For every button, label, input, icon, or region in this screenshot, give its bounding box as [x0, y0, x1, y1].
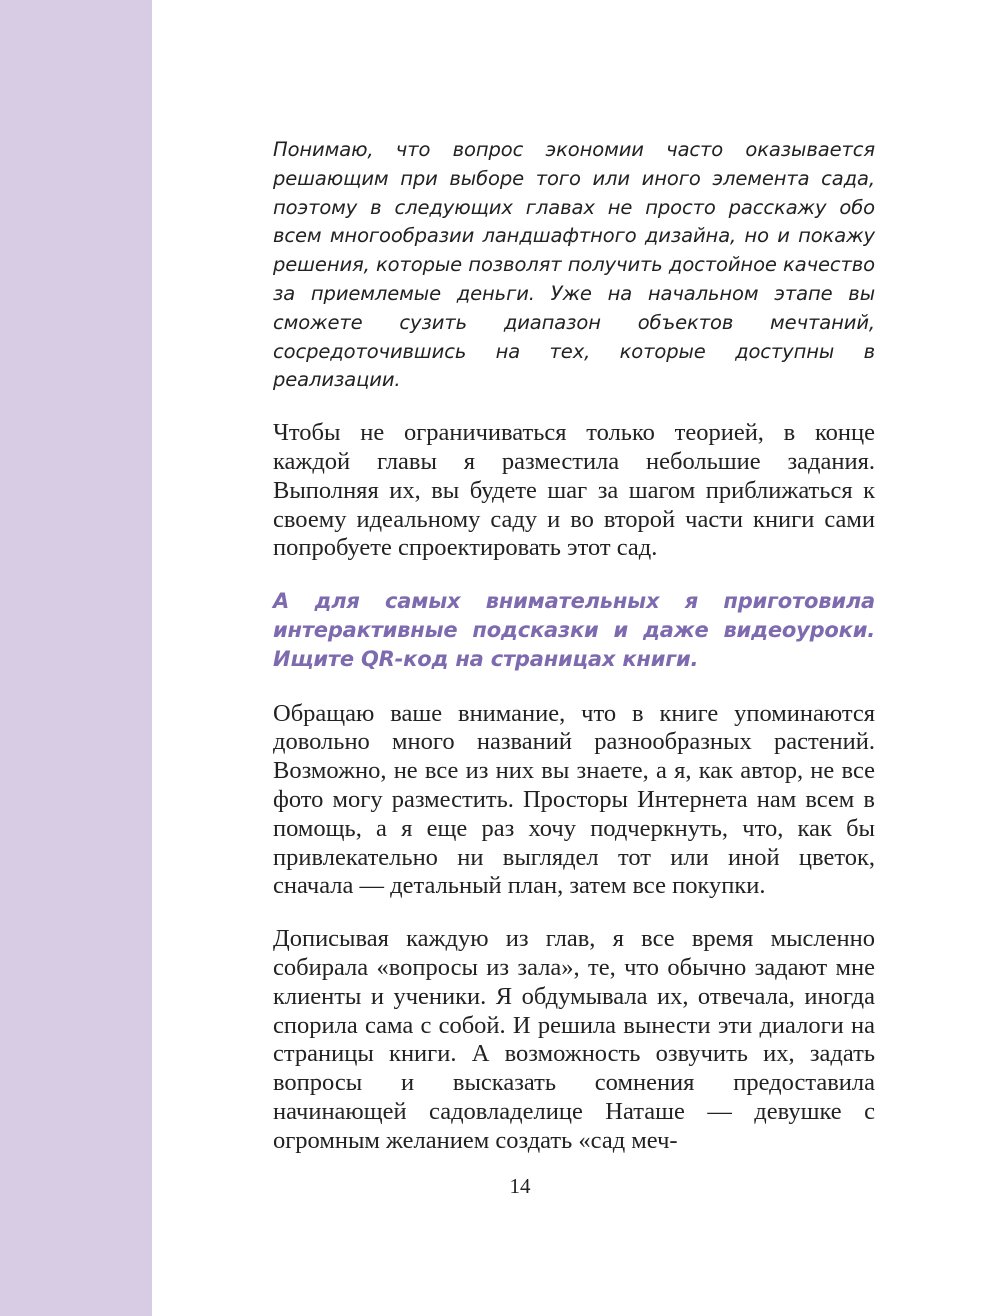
- page-content: [273, 136, 875, 1156]
- paragraph-economy-italic: Понимаю, что вопрос экономии часто оказывается решающим при выборе того или иного элемента сада, поэтому в следующих главах не просто расскажу обо всем многообразии ландшафтного дизайна, но и покажу решения, которые позволят получить достойное качество за приемлемые деньги. Уже на начальном этапе вы сможете сузить диапазон объектов мечтаний, сосредоточившись на тех, которые доступны в реализации.: [273, 138, 875, 392]
- paragraph-plants: Обращаю ваше внимание, что в книге упоминаются довольно много названий разнообразных растений. Возможно, не все из них вы знаете, а я, как автор, не все фото могу разместить. Просторы Интернета нам всем в помощь, а я еще раз хочу подчеркнуть, что, как бы привлекательно ни выглядел тот или иной цветок, сначала — детальный план, затем все покупки.: [273, 699, 875, 900]
- paragraph-tasks: Чтобы не ограничиваться только теорией, в конце каждой главы я разместила небольшие задания. Выполняя их, вы будете шаг за шагом приближаться к своему идеальному саду и во второй части книги сами попробуете спроектировать этот сад.: [273, 419, 875, 562]
- paragraph-qr-accent: А для самых внимательных я приготовила интерактивные подсказки и даже видеоуроки. Ищите QR-код на страницах книги.: [273, 589, 875, 671]
- paragraph-dialogues: Дописывая каждую из глав, я все время мысленно собирала «вопросы из зала», те, что обычно задают мне клиенты и ученики. Я обдумывала их, отвечала, иногда спорила сама с собой. И решила вынести эти диалоги на страницы книги. А возможность озвучить их, задать вопросы и высказать сомнения предоставила начинающей садовладелице Наташе — девушке с огромным желанием создать «сад меч-: [273, 925, 875, 1154]
- decorative-side-band: [0, 0, 152, 1316]
- page-number: 14: [509, 1174, 531, 1198]
